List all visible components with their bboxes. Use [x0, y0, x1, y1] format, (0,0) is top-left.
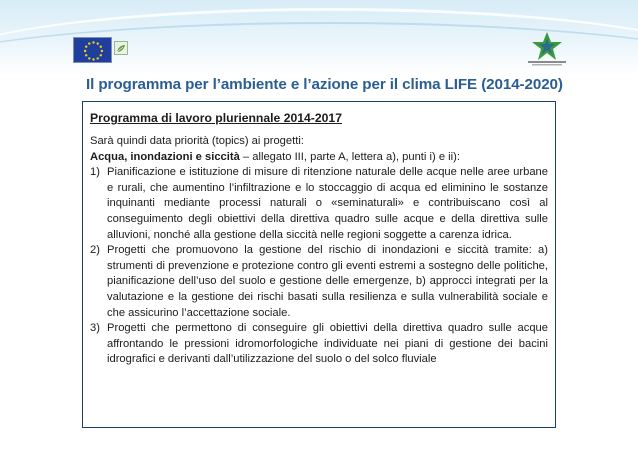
list-item-number: 1) [90, 166, 100, 179]
list-item-number: 2) [90, 244, 100, 257]
list-item [90, 243, 548, 321]
list-item-text: Progetti che permettono di conseguire gli obiettivi della direttiva quadro sulle acque affrontando le pressioni idromorfologiche individuate nei piani di gestione dei bacini idrografici e derivanti dall’utilizzazione del suolo o del solco fluviale [107, 322, 548, 366]
list-item [90, 165, 548, 243]
ministry-star-icon [522, 30, 572, 68]
intro-line: Sarà quindi data priorità (topics) ai progetti: [90, 135, 304, 147]
topic-line [90, 150, 548, 166]
ministry-star-logo [522, 30, 572, 68]
list-item [90, 321, 548, 368]
eu-stars-icon [74, 38, 113, 64]
life-leaf-icon [115, 43, 127, 55]
page-title: Il programma per l’ambiente e l’azione per il clima LIFE (2014-2020) [86, 76, 563, 93]
topic-rest: – allegato III, parte A, lettera a), punti i) e ii): [239, 150, 460, 163]
priority-list [90, 165, 548, 368]
content-box [82, 101, 556, 428]
list-item-text: Pianificazione e istituzione di misure di ritenzione naturale delle acque nelle aree urbane e rurali, che aumentino l’infiltrazione e lo stoccaggio di acqua ed eliminino le sostanze inquinanti mediante processi naturali o «seminaturali» e contribuiscano così al conseguimento degli obiettivi della direttiva quadro sulle acque e della direttiva sulle alluvioni, nonché alla gestione della siccità nelle regioni soggette a carenza idrica. [107, 166, 548, 241]
life-logo [114, 41, 128, 55]
list-item-text: Progetti che promuovono la gestione del rischio di inondazioni e siccità tramite: a) strumenti di prevenzione e protezione contro gli eventi estremi a sostegno delle politiche, pianificazione dell’uso del suolo e gestione delle emergenze, b) approcci integrati per la valutazione e la gestione dei rischi basati sulla resilienza e sulla vulnerabilità sociale e che assicurino l’accettazione sociale. [107, 244, 548, 319]
list-item-number: 3) [90, 322, 100, 335]
topic-bold: Acqua, inondazioni e siccità [90, 150, 240, 163]
eu-flag-logo [73, 37, 112, 63]
section-title: Programma di lavoro pluriennale 2014-2017 [90, 111, 342, 125]
